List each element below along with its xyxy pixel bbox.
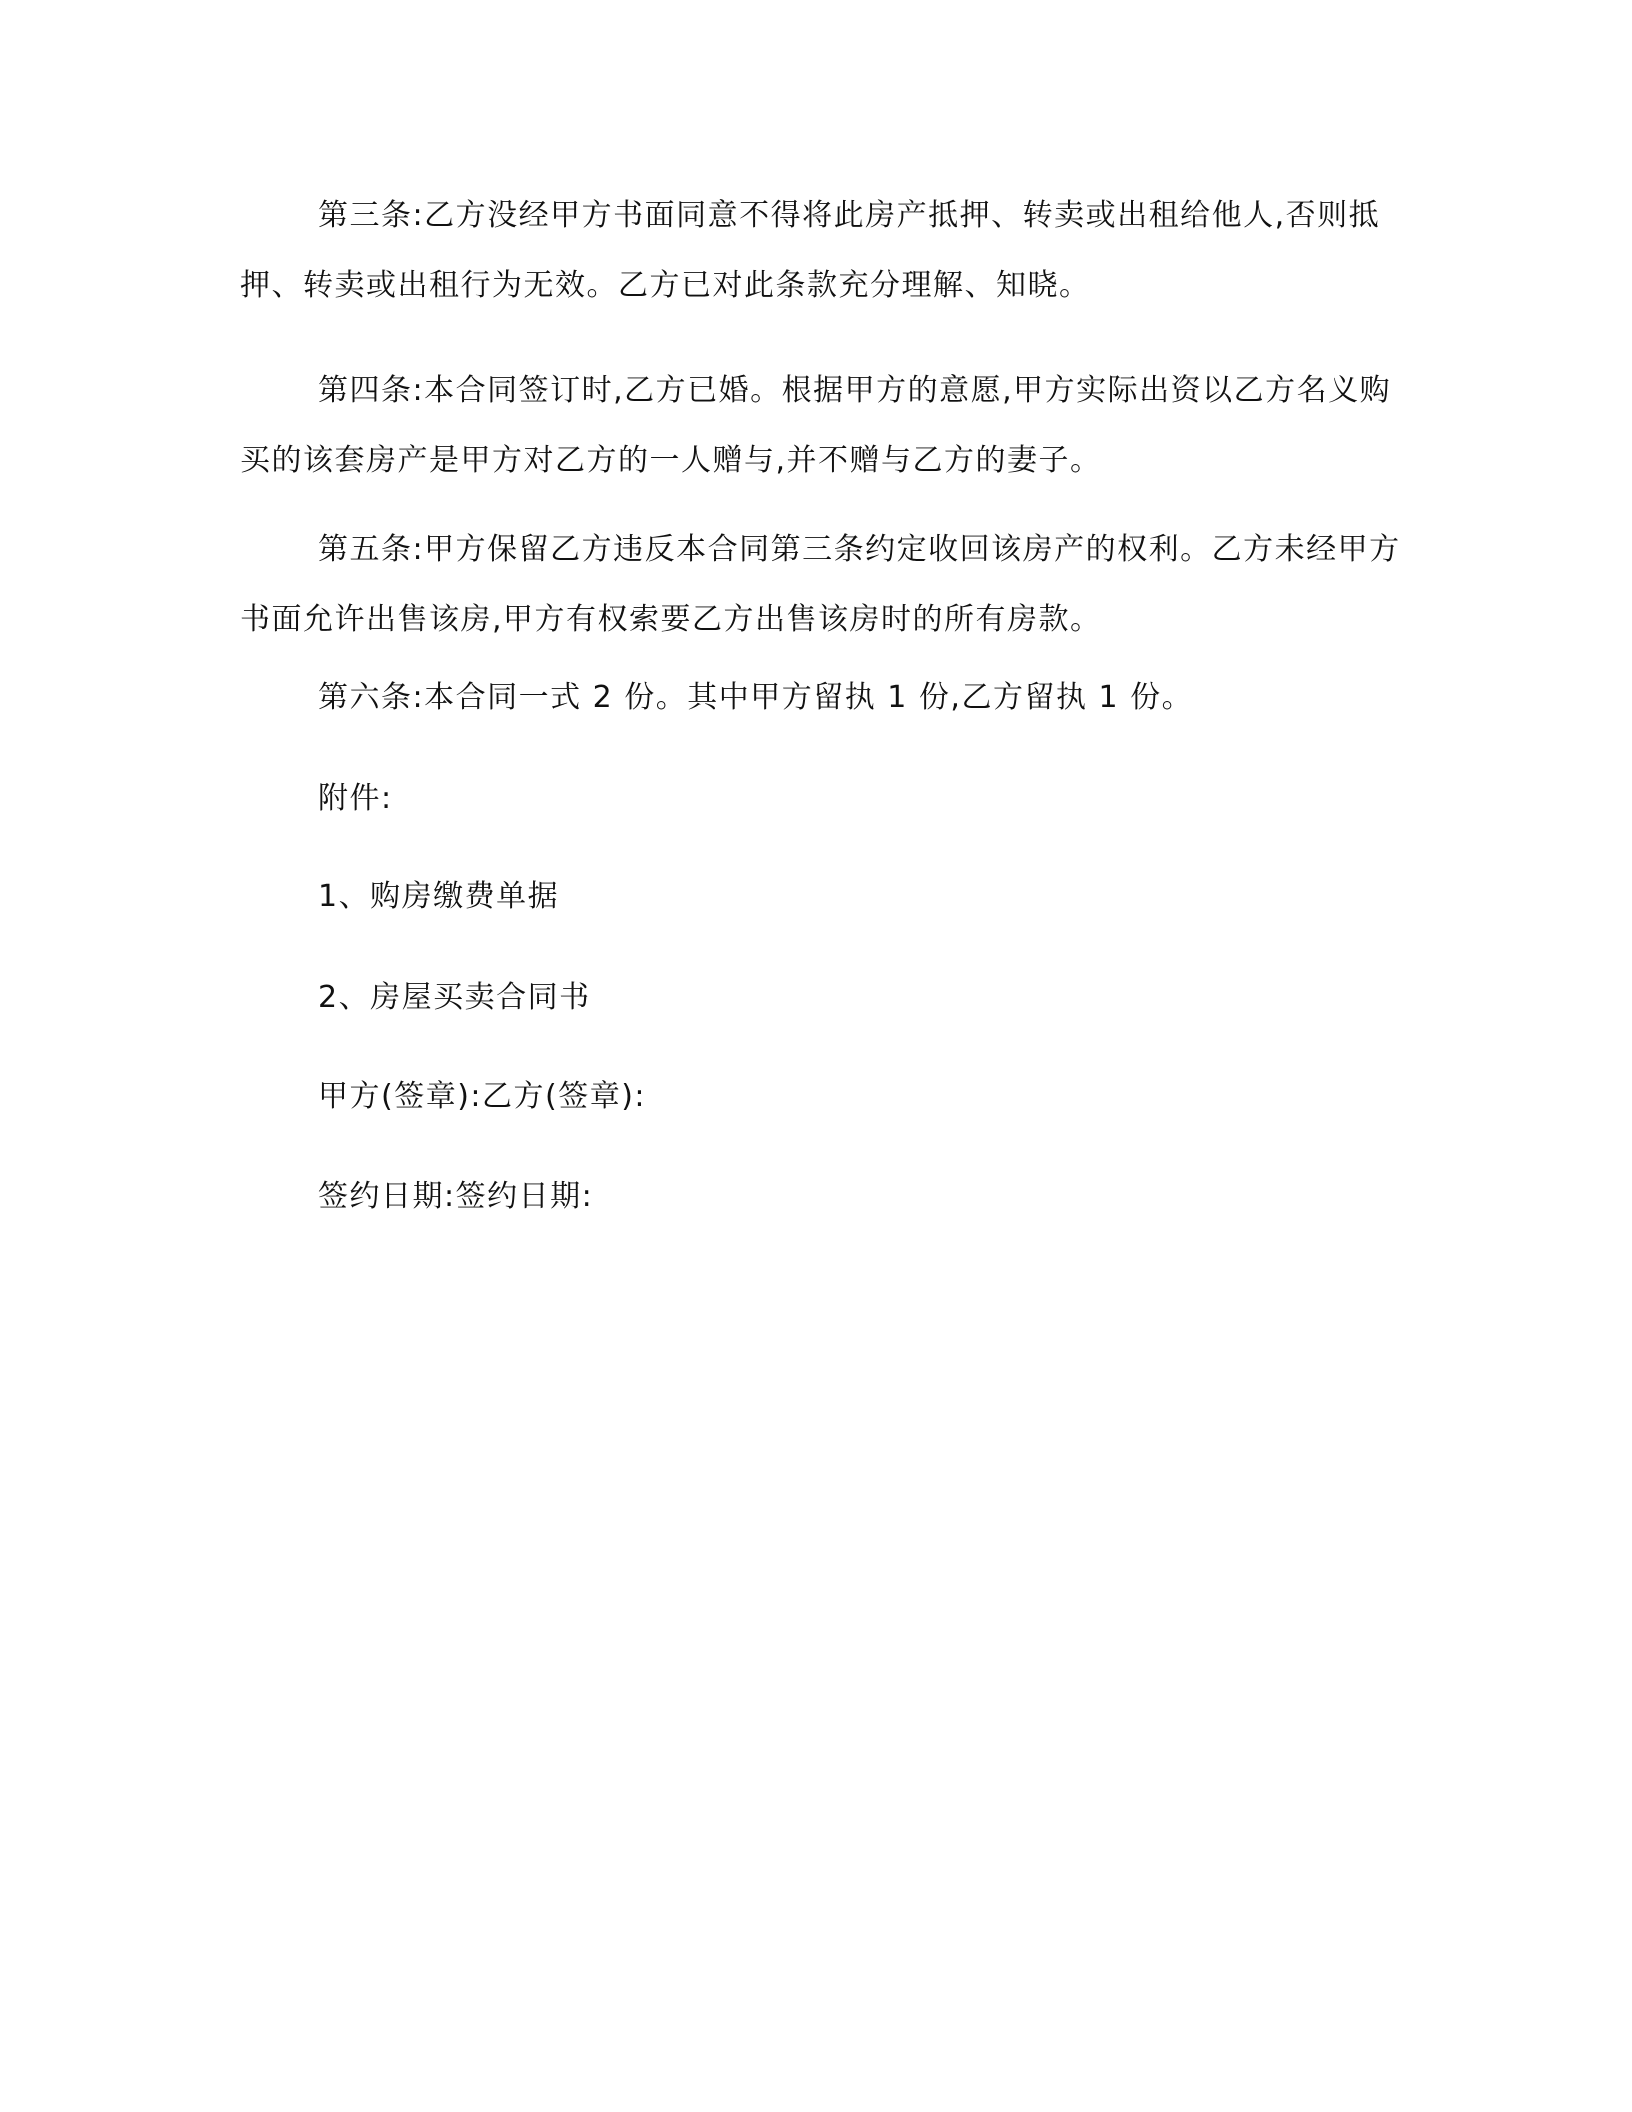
signing-date-line: 签约日期:签约日期: xyxy=(318,1179,594,1214)
clause-6: 第六条:本合同一式 2 份。其中甲方留执 1 份,乙方留执 1 份。 xyxy=(318,680,1194,715)
attachments-label: 附件: xyxy=(318,781,393,816)
clause-3: 第三条:乙方没经甲方书面同意不得将此房产抵押、转卖或出租给他人,否则抵押、转卖或出租行为无效。乙方已对此条款充分理解、知晓。 xyxy=(240,198,1381,303)
clause-4: 第四条:本合同签订时,乙方已婚。根据甲方的意愿,甲方实际出资以乙方名义购买的该套房产是甲方对乙方的一人赠与,并不赠与乙方的妻子。 xyxy=(240,373,1392,478)
attachment-item-2: 2、房屋买卖合同书 xyxy=(318,980,591,1015)
attachment-item-1: 1、购房缴费单据 xyxy=(318,879,560,914)
clause-5: 第五条:甲方保留乙方违反本合同第三条约定收回该房产的权利。乙方未经甲方书面允许出售该房,甲方有权索要乙方出售该房时的所有房款。 xyxy=(240,532,1401,637)
signature-line: 甲方(签章):乙方(签章): xyxy=(318,1079,647,1114)
